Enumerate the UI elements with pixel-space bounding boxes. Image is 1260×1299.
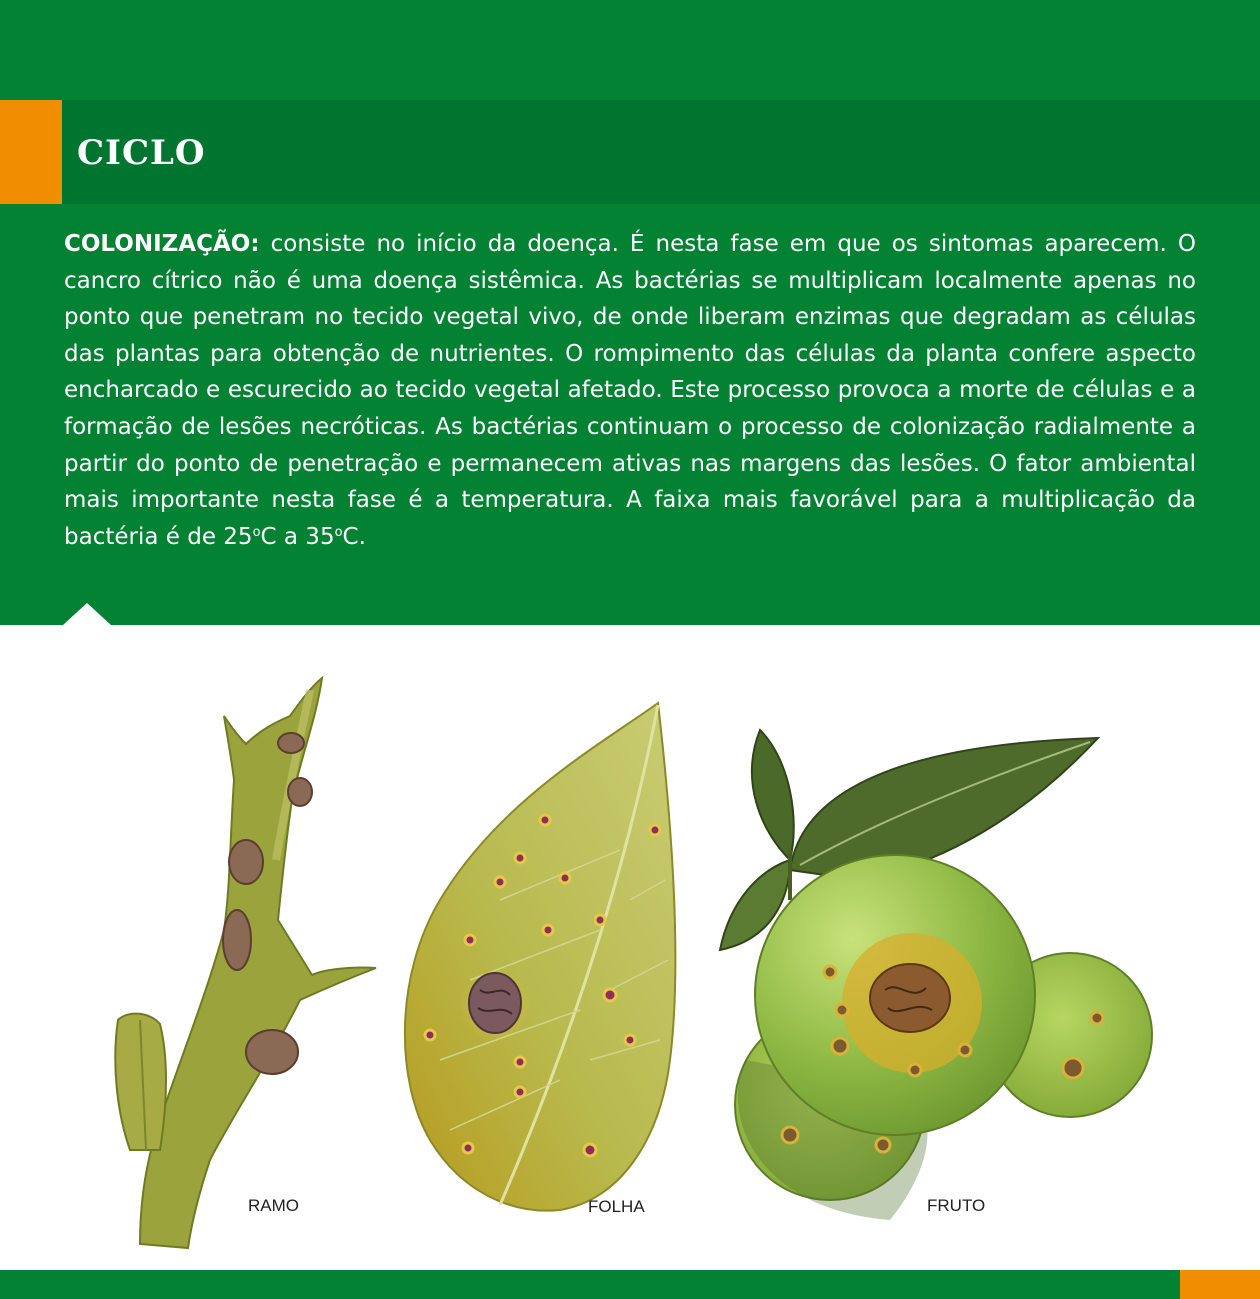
section-pointer-triangle — [63, 603, 111, 625]
paragraph-text-3: C. — [342, 523, 366, 550]
section-title: CICLO — [77, 133, 206, 173]
caption-fruit: FRUTO — [927, 1196, 986, 1215]
caption-leaf: FOLHA — [588, 1197, 645, 1216]
footer-orange-block — [1180, 1270, 1260, 1299]
caption-branch: RAMO — [248, 1196, 299, 1215]
header-orange-tab — [0, 100, 62, 204]
paragraph-text-1: consiste no início da doença. É nesta fase em que os sintomas aparecem. O cancro cítrico não é uma doença sistêmica. As bactérias se multiplicam localmente apenas no ponto que penetram no tecido vegetal vivo, de onde liberam enzimas que degradam as células das plantas para obtenção de nutrientes. O rompimento das células da planta confere aspecto encharcado e escurecido ao tecido vegetal afetado. Este processo provoca a morte de células e a formação de lesões necróticas. As bactérias continuam o processo de colonização radialmente a partir do ponto de penetração e permanecem ativas nas margens das lesões. O fator ambiental mais importante nesta fase é a temperatura. A faixa mais favorável para a multiplicação da bactéria é de 25 — [64, 231, 1196, 550]
colonization-label: COLONIZAÇÃO: — [64, 231, 260, 257]
footer-green-bar — [0, 1270, 1180, 1299]
leaf-illustration — [405, 703, 675, 1211]
paragraph-text-2: C a 35 — [260, 523, 335, 550]
branch-illustration — [115, 678, 376, 1248]
symptoms-illustration — [0, 625, 1260, 1270]
fruit-illustration — [720, 730, 1152, 1220]
degree-symbol-2: o — [334, 524, 343, 540]
degree-symbol-1: o — [252, 524, 261, 540]
colonization-paragraph — [64, 226, 1196, 555]
